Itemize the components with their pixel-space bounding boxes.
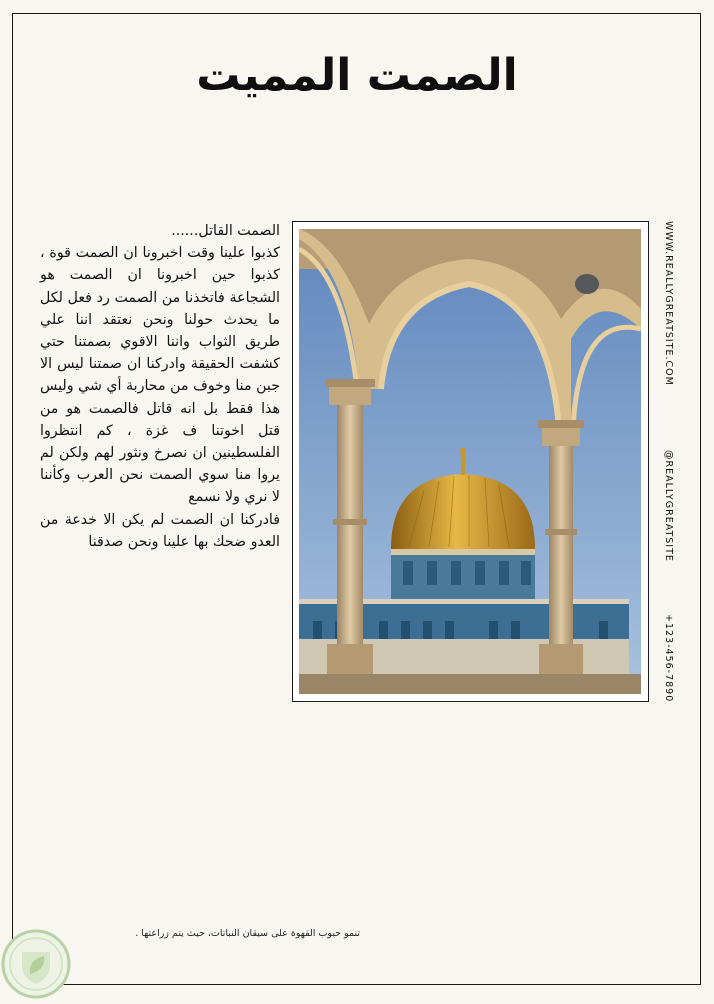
- contact-sidebar: [660, 221, 674, 702]
- article-paragraph: كذبوا علينا وقت اخبرونا ان الصمت قوة ، كذبوا حين اخبرونا ان الصمت هو الشجاعة فاتخذنا من الصمت رد فعل لكل ما يحدث حولنا ونحن نعتقد اننا علي طريق الثواب واننا الاقوي بصمتنا حتي كشفت الحقيقة وادركنا ان صمتنا ليس الا جبن منا وخوف من محاربة أي شي وليس هذا فقط بل انه قاتل فالصمت هو من قتل اخوتنا ف غزة ، كم انتظروا الفلسطينين ان نصرخ ونثور لهم ولكن لم يروا منا سوي الصمت نحن العرب وكأننا لا نري ولا نسمع: [40, 245, 280, 506]
- article-heading: الصمت القاتل......: [171, 223, 280, 239]
- article-body: [40, 220, 280, 553]
- website-text: WWW.REALLYGREATSITE.COM: [663, 221, 674, 386]
- page-title: الصمت المميت: [196, 50, 518, 101]
- footnote: تنمو حبوب القهوة على سيقان النباتات، حيث يتم زراعتها .: [135, 928, 360, 939]
- article-paragraph: فادركنا ان الصمت لم يكن الا خدعة من العدو ضحك بها علينا ونحن صدقنا: [40, 511, 280, 550]
- dome-of-the-rock-photo: [299, 229, 641, 694]
- leaf-logo-badge: [0, 928, 72, 1000]
- social-handle-text: @REALLYGREATSITE: [663, 450, 674, 562]
- phone-text: +123-456-7890: [663, 614, 674, 703]
- photo-frame: [292, 221, 649, 702]
